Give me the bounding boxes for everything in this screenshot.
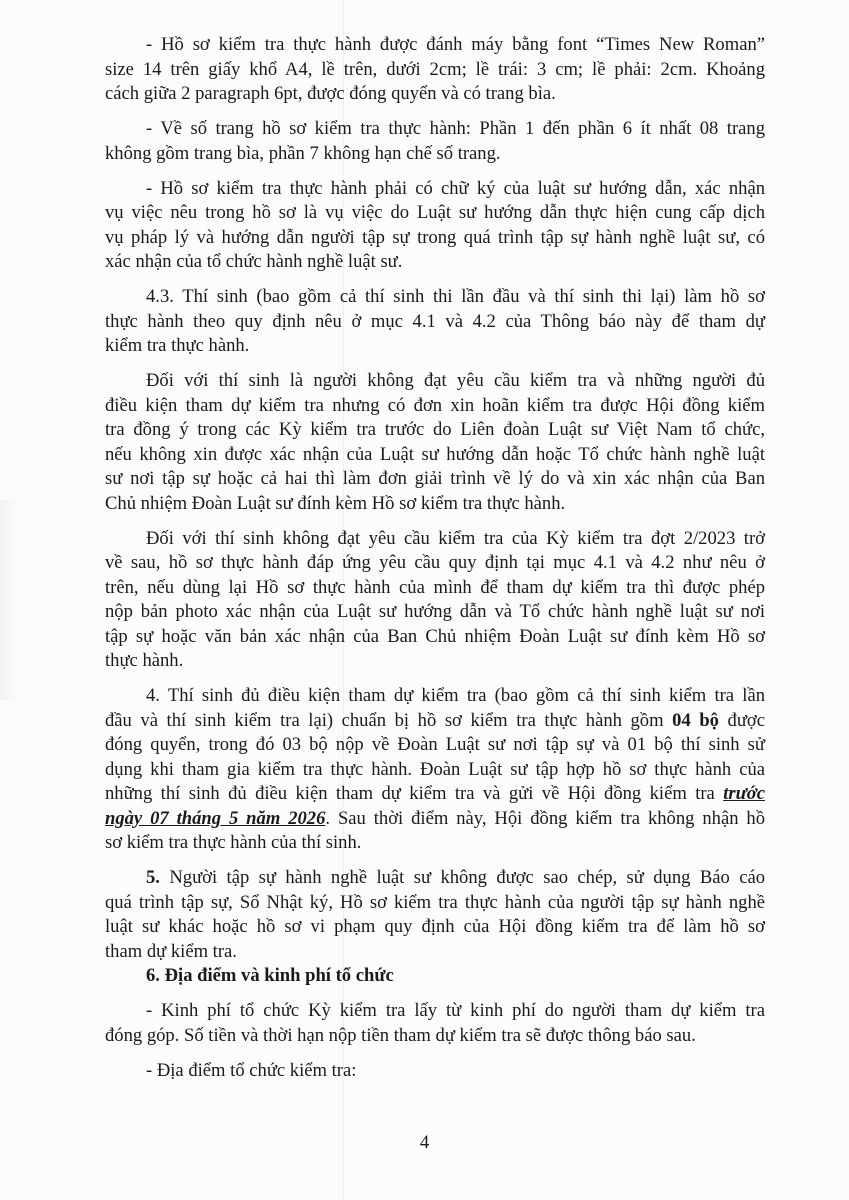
text-line: 4.3. Thí sinh (bao gồm cả thí sinh thi lần đầu và thí sinh thi lại) làm hồ sơ <box>146 286 765 307</box>
text-segment: những thí sinh đủ điều kiện tham dự kiểm tra và gửi về Hội đồng kiểm tra <box>105 783 724 804</box>
text-line: đóng góp. Số tiền và thời hạn nộp tiền tham dự kiểm tra sẽ được thông báo sau. <box>105 1024 696 1046</box>
text-line <box>105 964 765 989</box>
paragraph <box>105 684 765 856</box>
text-line: kiểm tra thực hành. <box>105 335 250 356</box>
paragraph <box>105 369 765 516</box>
text-line: nộp bản photo xác nhận của Luật sư hướng dẫn và Tổ chức hành nghề luật sư nơi <box>105 601 765 622</box>
text-line <box>105 782 765 807</box>
text-line: - Địa điểm tổ chức kiểm tra: <box>146 1059 357 1081</box>
paragraph <box>105 527 765 674</box>
text-line: - Về số trang hồ sơ kiểm tra thực hành: Phần 1 đến phần 6 ít nhất 08 trang <box>146 118 765 139</box>
text-line: - Hồ sơ kiểm tra thực hành được đánh máy bằng font “Times New Roman” <box>146 34 765 55</box>
paragraph <box>105 177 765 275</box>
text-line: Đối với thí sinh là người không đạt yêu cầu kiểm tra và những người đủ <box>146 370 765 391</box>
emphasized-text: trước <box>723 783 765 804</box>
text-line: đóng quyển, trong đó 03 bộ nộp về Đoàn Luật sư nơi tập sự và 01 bộ thí sinh sử <box>105 734 765 755</box>
text-line: sơ kiểm tra thực hành của thí sinh. <box>105 832 362 853</box>
page-number: 4 <box>419 1132 430 1153</box>
text-line: quá trình tập sự, Sổ Nhật ký, Hồ sơ kiểm tra thực hành của người tập sự hành nghề <box>105 891 765 913</box>
text-line: - Kinh phí tổ chức Kỳ kiểm tra lấy từ kinh phí do người tham dự kiểm tra <box>146 1000 765 1021</box>
text-line: vụ pháp lý và hướng dẫn người tập sự trong quá trình tập sự hành nghề luật sư, có <box>105 226 765 248</box>
emphasized-text: 6. Địa điểm và kinh phí tổ chức <box>146 965 394 986</box>
text-segment: đầu và thí sinh kiểm tra lại) chuẩn bị hồ sơ kiểm tra thực hành gồm <box>105 709 673 731</box>
text-line: cách giữa 2 paragraph 6pt, được đóng quyển và có trang bìa. <box>105 83 556 104</box>
text-line: Chủ nhiệm Đoàn Luật sư đính kèm Hồ sơ kiểm tra thực hành. <box>105 492 566 514</box>
emphasized-text: 04 bộ <box>672 709 719 731</box>
text-line <box>105 866 765 891</box>
text-line: điều kiện tham dự kiểm tra nhưng có đơn xin hoãn kiểm tra được Hội đồng kiểm <box>105 394 765 416</box>
text-line <box>105 709 765 734</box>
text-segment: . Sau thời điểm này, Hội đồng kiểm tra không nhận hồ <box>325 807 765 829</box>
text-line: - Hồ sơ kiểm tra thực hành phải có chữ ký của luật sư hướng dẫn, xác nhận <box>146 177 765 199</box>
paragraph <box>105 33 765 107</box>
text-line: 4. Thí sinh đủ điều kiện tham dự kiểm tra (bao gồm cả thí sinh kiểm tra lần <box>146 685 765 706</box>
text-line: size 14 trên giấy khổ A4, lề trên, dưới 2cm; lề trái: 3 cm; lề phải: 2cm. Khoảng <box>105 58 765 80</box>
text-segment: được <box>718 709 765 731</box>
emphasized-text: 5. <box>146 867 160 888</box>
paragraph <box>105 999 765 1048</box>
paragraph <box>105 964 765 989</box>
scan-edge-shadow <box>0 500 18 700</box>
text-line: tham dự kiểm tra. <box>105 940 237 962</box>
text-line: tra đồng ý trong các Kỳ kiểm tra trước do Liên đoàn Luật sư Việt Nam tổ chức, <box>105 419 765 440</box>
text-line: luật sư khác hoặc hồ sơ vi phạm quy định của Hội đồng kiểm tra để làm hồ sơ <box>105 916 765 937</box>
text-line: thực hành theo quy định nêu ở mục 4.1 và 4.2 của Thông báo này để tham dự <box>105 310 765 332</box>
text-line: trên, nếu dùng lại Hồ sơ thực hành của mình để tham dự kiểm tra thì được phép <box>105 576 765 598</box>
text-line: sư nơi tập sự hoặc cả hai thì làm đơn giải trình về lý do và xin xác nhận của Ban <box>105 468 765 489</box>
text-line: về sau, hồ sơ thực hành đáp ứng yêu cầu quy định tại mục 4.1 và 4.2 như nêu ở <box>105 552 765 573</box>
paragraph <box>105 117 765 166</box>
text-line: dụng khi tham gia kiểm tra thực hành. Đoàn Luật sư tập hợp hồ sơ thực hành của <box>105 758 765 780</box>
document-body <box>105 33 765 1083</box>
paragraph <box>105 866 765 964</box>
text-line: không gồm trang bìa, phần 7 không hạn chế số trang. <box>105 142 501 164</box>
text-line: vụ việc nêu trong hồ sơ là vụ việc do Luật sư hướng dẫn thực hiện cung cấp dịch <box>105 202 765 223</box>
text-line: Đối với thí sinh không đạt yêu cầu kiểm tra của Kỳ kiểm tra đợt 2/2023 trở <box>146 527 765 549</box>
emphasized-text: ngày 07 tháng 5 năm 2026 <box>105 807 326 829</box>
text-line: xác nhận của tổ chức hành nghề luật sư. <box>105 251 403 272</box>
text-line: nếu không xin được xác nhận của Luật sư hướng dẫn hoặc Tổ chức hành nghề luật <box>105 443 765 465</box>
text-line <box>105 807 765 832</box>
paragraph <box>105 1059 765 1084</box>
text-line: tập sự hoặc văn bản xác nhận của Ban Chủ nhiệm Đoàn Luật sư đính kèm Hồ sơ <box>105 625 765 647</box>
text-segment: Người tập sự hành nghề luật sư không được sao chép, sử dụng Báo cáo <box>159 867 765 888</box>
paragraph <box>105 285 765 359</box>
text-line: thực hành. <box>105 650 184 671</box>
